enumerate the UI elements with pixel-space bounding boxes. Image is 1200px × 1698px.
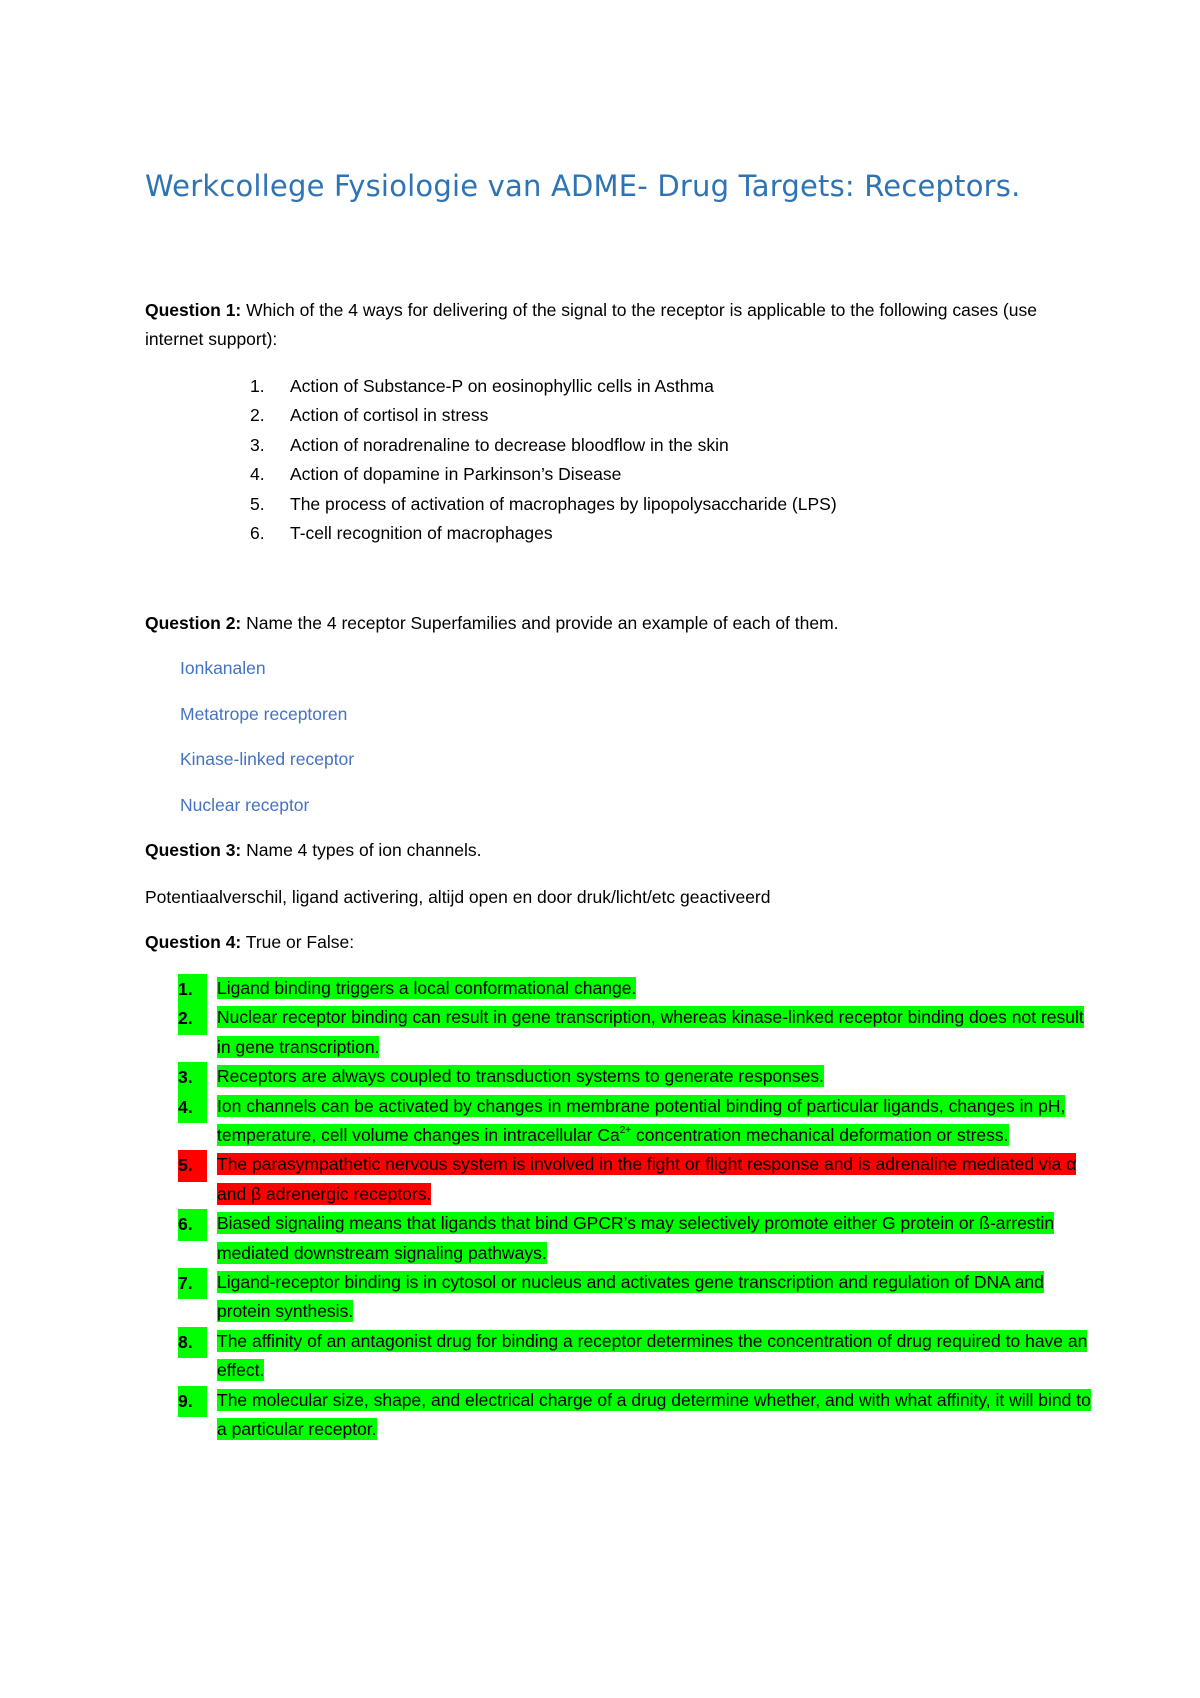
superscript: 2+ [619, 1125, 632, 1137]
question-1-text: Which of the 4 ways for delivering of the signal to the receptor is applicable to the following cases (use internet support): [145, 300, 1037, 349]
question-1-list [145, 372, 1095, 548]
question-3-label: Question 3: [145, 840, 242, 860]
question-3 [145, 836, 1045, 865]
list-item: 7. Ligand-receptor binding is in cytosol or nucleus and activates gene transcription and regulation of DNA and protein synthesis. [145, 1268, 1095, 1327]
answer-item: Metatrope receptoren [180, 704, 348, 724]
question-2-label: Question 2: [145, 613, 242, 633]
list-item: 1. Action of Substance-P on eosinophyllic cells in Asthma [250, 376, 714, 396]
list-item: 8. The affinity of an antagonist drug for binding a receptor determines the concentration of drug required to have an effect. [145, 1327, 1095, 1386]
answer-item: Ionkanalen [180, 658, 266, 678]
question-4-text: True or False: [241, 932, 355, 952]
answer-item: Kinase-linked receptor [180, 749, 355, 769]
page-title: Werkcollege Fysiologie van ADME- Drug Targets: Receptors. [145, 169, 1021, 203]
list-item: 2. Action of cortisol in stress [250, 405, 489, 426]
question-1 [145, 296, 1045, 354]
true-false-list [145, 974, 1095, 1445]
question-4-label: Question 4: [145, 932, 242, 952]
question-3-answer: Potentiaalverschil, ligand activering, altijd open en door druk/licht/etc geactiveerd [145, 887, 771, 907]
question-2 [145, 609, 1045, 638]
question-2-text: Name the 4 receptor Superfamilies and provide an example of each of them. [241, 613, 839, 633]
list-item: 1. Ligand binding triggers a local conformational change. [145, 974, 1095, 1003]
question-4 [145, 928, 1045, 957]
list-item: 4. Action of dopamine in Parkinson’s Disease [250, 464, 622, 485]
list-item: 5. The parasympathetic nervous system is involved in the fight or flight response and is adrenaline mediated via α and β adrenergic receptors. [145, 1150, 1095, 1209]
list-item: 3. Action of noradrenaline to decrease bloodflow in the skin [250, 434, 729, 455]
list-item: 9. The molecular size, shape, and electrical charge of a drug determine whether, and with what affinity, it will bind to a particular receptor. [145, 1386, 1095, 1445]
list-item: 5. The process of activation of macrophages by lipopolysaccharide (LPS) [250, 493, 837, 514]
answer-item: Nuclear receptor [180, 795, 310, 815]
list-item: 2. Nuclear receptor binding can result in gene transcription, whereas kinase-linked receptor binding does not result in gene transcription. [145, 1003, 1095, 1062]
question-1-label: Question 1: [145, 300, 242, 320]
list-item: 6. Biased signaling means that ligands that bind GPCR’s may selectively promote either G protein or ß-arrestin mediated downstream signaling pathways. [145, 1209, 1095, 1268]
question-3-text: Name 4 types of ion channels. [241, 840, 482, 860]
list-item: 3. Receptors are always coupled to transduction systems to generate responses. [145, 1062, 1095, 1091]
list-item: 6. T-cell recognition of macrophages [250, 522, 553, 543]
list-item: 4. Ion channels can be activated by changes in membrane potential binding of particular ligands, changes in pH, temperature, cell volume changes in intracellular $Ca^{2+}$ concentration mechanical deformation or stress. [145, 1092, 1095, 1151]
